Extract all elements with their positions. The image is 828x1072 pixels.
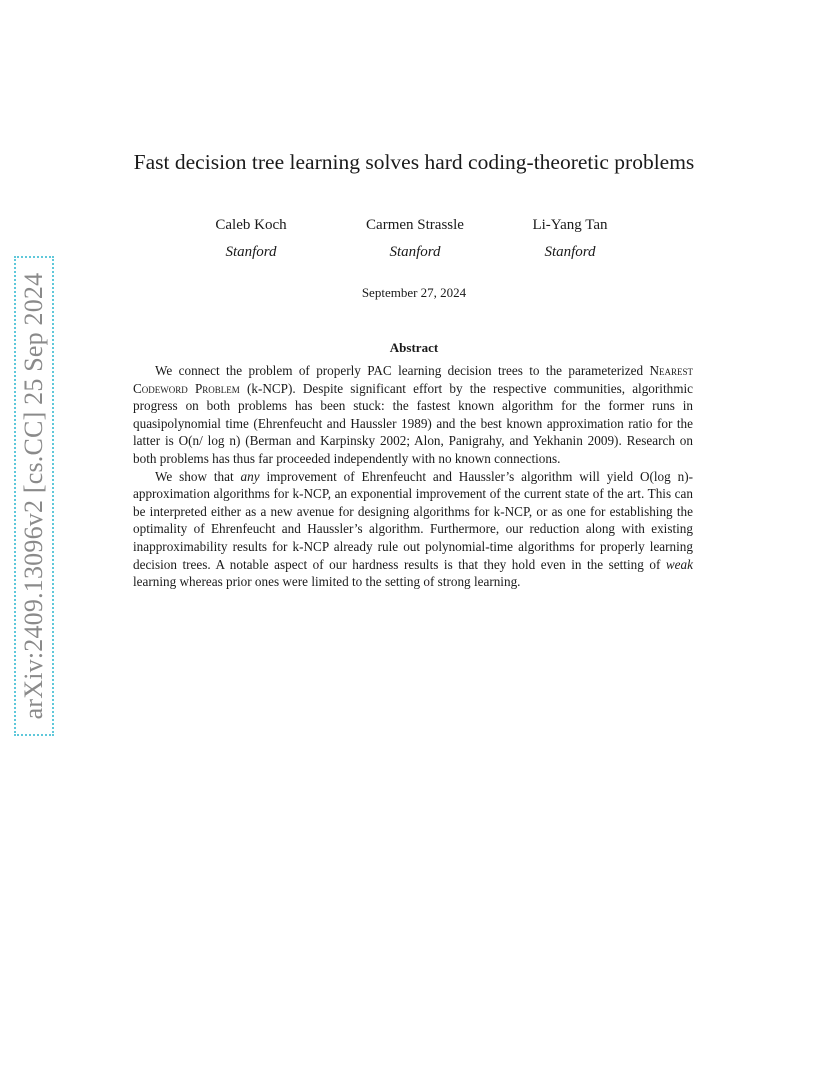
arxiv-stamp — [14, 256, 54, 736]
abstract-text: We connect the problem of properly PAC learning decision trees to the parameterized — [155, 363, 650, 378]
abstract-paragraph-2 — [133, 468, 693, 591]
author-affiliation: Stanford — [544, 244, 596, 260]
author-block-koch — [171, 212, 331, 266]
abstract-body — [133, 362, 693, 591]
publication-date: September 27, 2024 — [361, 285, 467, 300]
author-affiliation: Stanford — [225, 244, 277, 260]
author-block-strassle — [335, 212, 495, 266]
problem-name: Nearest Codeword Problem — [133, 363, 693, 396]
abstract-text: learning whereas prior ones were limited to the setting of strong learning. — [133, 574, 521, 590]
abstract-heading: Abstract — [389, 340, 439, 355]
arxiv-identifier: arXiv:2409.13096v2 [cs.CC] 25 Sep 2024 — [19, 272, 48, 720]
abstract-text: (k-NCP). Despite significant effort by the respective communities, algorithmic progress on both problems has been stuck: the fastest known algorithm for the former runs in quasipolynomial time (Ehrenfeucht and Haussler 1989) and the best known approximation ratio for the latter is O(n/ log n) (Berman and Karpinsky 2002; Alon, Panigrahy, and Yekhanin 2009). Research on both problems has thus far proceeded independently with no known connections. — [133, 380, 693, 466]
abstract-paragraph-1 — [133, 362, 693, 468]
paper-title: Fast decision tree learning solves hard coding-theoretic problems — [133, 150, 695, 174]
author-name: Li-Yang Tan — [532, 217, 608, 233]
abstract-text: We show that — [155, 468, 241, 484]
emphasis-text: any — [240, 468, 260, 484]
author-affiliation: Stanford — [389, 244, 441, 260]
emphasis-text: weak — [665, 556, 693, 572]
abstract-text: improvement of Ehrenfeucht and Haussler’s algorithm will yield O(log n)-approximation algorithms for k-NCP, an exponential improvement of the current state of the art. This can be interpreted either as a new avenue for designing algorithms for k-NCP, or as one for establishing the optimality of Ehrenfeucht and Haussler’s algorithm. Furthermore, our reduction along with existing inapproximability results for k-NCP already rule out polynomial-time algorithms for properly learning decision trees. A notable aspect of our hardness results is that they hold even in the setting of — [133, 468, 693, 572]
author-name: Caleb Koch — [215, 217, 287, 233]
author-name: Carmen Strassle — [366, 217, 464, 233]
author-block-tan — [490, 212, 650, 266]
